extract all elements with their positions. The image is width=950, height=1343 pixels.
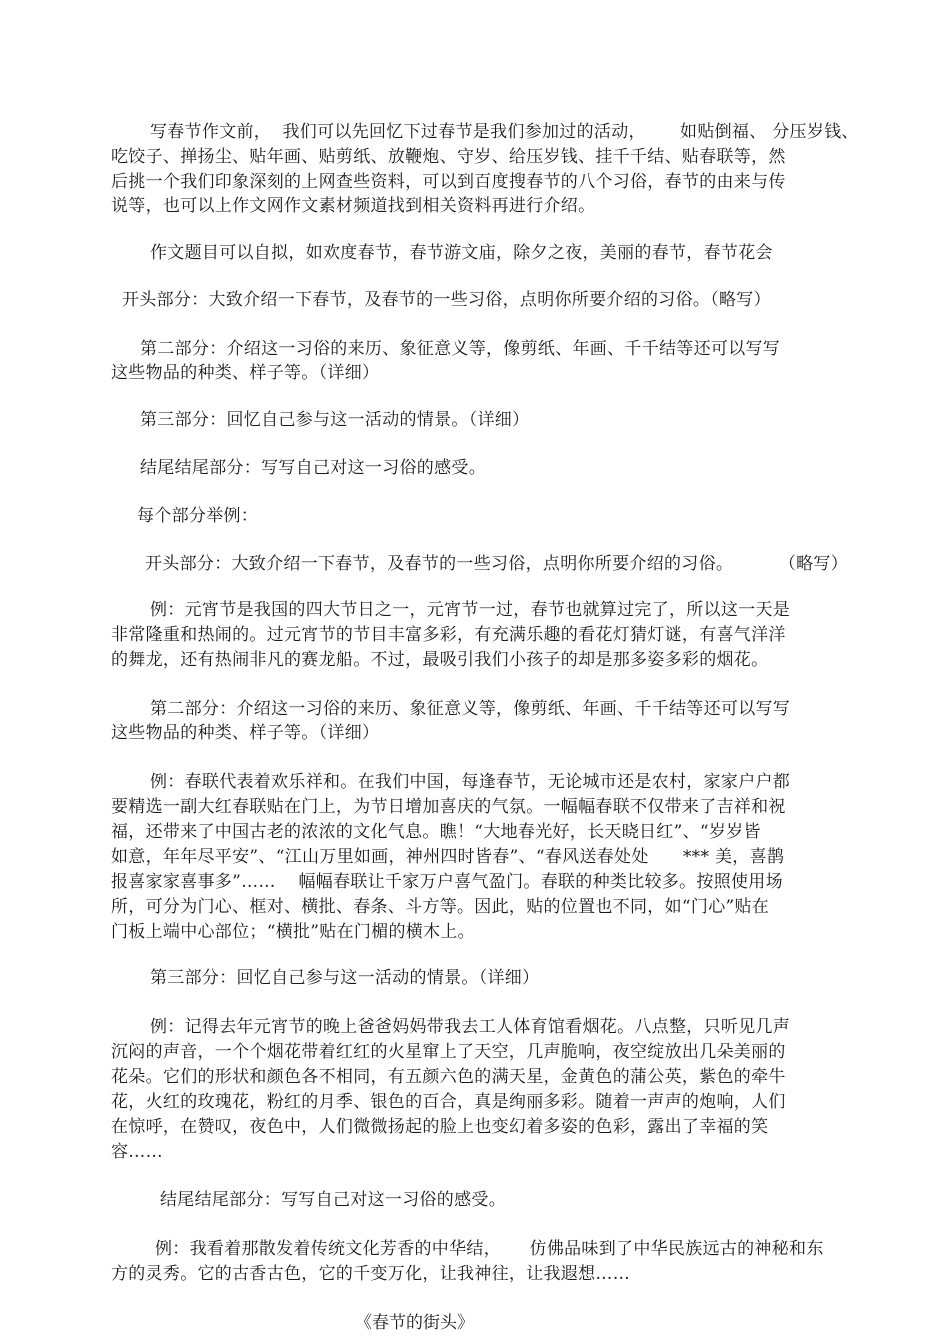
paragraph-line: 门板上端中心部位；“横批”贴在门楣的横木上。: [111, 922, 475, 942]
paragraph-line: 花，火红的玫瑰花，粉红的月季、银色的百合，真是绚丽多彩。随着一声声的炮响，人们: [111, 1092, 786, 1112]
paragraph-line: 每个部分举例：: [137, 506, 259, 526]
paragraph-line: 结尾结尾部分：写写自己对这一习俗的感受。: [140, 458, 486, 478]
paragraph-line: 例：元宵节是我国的四大节日之一，元宵节一过，春节也就算过完了，所以这一天是: [150, 600, 791, 620]
paragraph-line: 非常隆重和热闹的。过元宵节的节目丰富多彩，有充满乐趣的看花灯猜灯谜，有喜气洋洋: [111, 625, 786, 645]
paragraph-line: 的舞龙，还有热闹非凡的赛龙船。不过，最吸引我们小孩子的却是那多姿多彩的烟花。: [111, 650, 769, 670]
paragraph-line: 沉闷的声音，一个个烟花带着红红的火星窜上了天空，几声脆响，夜空绽放出几朵美丽的: [111, 1042, 786, 1062]
paragraph-line: 例：春联代表着欢乐祥和。在我们中国，每逢春节，无论城市还是农村，家家户户都: [150, 772, 791, 792]
paragraph-line: 福，还带来了中国古老的浓浓的文化气息。瞧！“大地春光好，长天晓日红”、“岁岁皆: [111, 822, 761, 842]
paragraph-line: 方的灵秀。它的古香古色，它的千变万化，让我神往，让我遐想……: [111, 1264, 630, 1284]
paragraph-line: 第三部分：回忆自己参与这一活动的情景。（详细）: [150, 968, 540, 988]
paragraph-line: 第三部分：回忆自己参与这一活动的情景。（详细）: [140, 410, 530, 430]
paragraph-line: 开头部分：大致介绍一下春节，及春节的一些习俗，点明你所要介绍的习俗。 （略写）: [145, 554, 849, 574]
paragraph-line: 开头部分：大致介绍一下春节，及春节的一些习俗，点明你所要介绍的习俗。（略写）: [122, 290, 771, 310]
paragraph-line: 所，可分为门心、框对、横批、春条、斗方等。因此，贴的位置也不同，如“门心”贴在: [111, 897, 770, 917]
paragraph-line: 吃饺子、掸扬尘、贴年画、贴剪纸、放鞭炮、守岁、给压岁钱、挂千千结、贴春联等，然: [111, 147, 786, 167]
paragraph-line: 第二部分：介绍这一习俗的来历、象征意义等，像剪纸、年画、千千结等还可以写写: [150, 699, 791, 719]
paragraph-line: 这些物品的种类、样子等。（详细）: [111, 723, 380, 743]
paragraph-line: 这些物品的种类、样子等。（详细）: [111, 363, 380, 383]
paragraph-line: 例：记得去年元宵节的晚上爸爸妈妈带我去工人体育馆看烟花。八点整，只听见几声: [150, 1017, 791, 1037]
paragraph-line: 后挑一个我们印象深刻的上网查些资料，可以到百度搜春节的八个习俗，春节的由来与传: [111, 172, 786, 192]
paragraph-line: 要精选一副大红春联贴在门上，为节日增加喜庆的气氛。一幅幅春联不仅带来了吉祥和祝: [111, 797, 786, 817]
paragraph-line: 作文题目可以自拟，如欢度春节，春节游文庙，除夕之夜，美丽的春节，春节花会: [150, 243, 773, 263]
paragraph-line: 花朵。它们的形状和颜色各不相同，有五颜六色的满天星，金黄色的蒲公英，紫色的牵牛: [111, 1067, 786, 1087]
paragraph-line: 写春节作文前， 我们可以先回忆下过春节是我们参加过的活动， 如贴倒福、 分压岁钱、: [150, 122, 859, 142]
paragraph-line: 报喜家家喜事多”…… 幅幅春联让千家万户喜气盈门。春联的种类比较多。按照使用场: [111, 872, 783, 892]
paragraph-line: 说等，也可以上作文网作文素材频道找到相关资料再进行介绍。: [111, 196, 596, 216]
paragraph-line: 例：我看着那散发着传统文化芳香的中华结， 仿佛品味到了中华民族远古的神秘和东: [155, 1239, 824, 1259]
article-title: 《春节的街头》: [355, 1313, 474, 1333]
paragraph-line: 如意，年年尽平安”、“江山万里如画，神州四时皆春”、“春风送春处处 *** 美，喜鹊: [111, 847, 785, 867]
paragraph-line: 容……: [111, 1142, 163, 1162]
paragraph-line: 在惊呼，在赞叹，夜色中，人们微微扬起的脸上也变幻着多姿的色彩，露出了幸福的笑: [111, 1117, 769, 1137]
paragraph-line: 结尾结尾部分：写写自己对这一习俗的感受。: [160, 1190, 506, 1210]
paragraph-line: 第二部分：介绍这一习俗的来历、象征意义等，像剪纸、年画、千千结等还可以写写: [140, 339, 781, 359]
